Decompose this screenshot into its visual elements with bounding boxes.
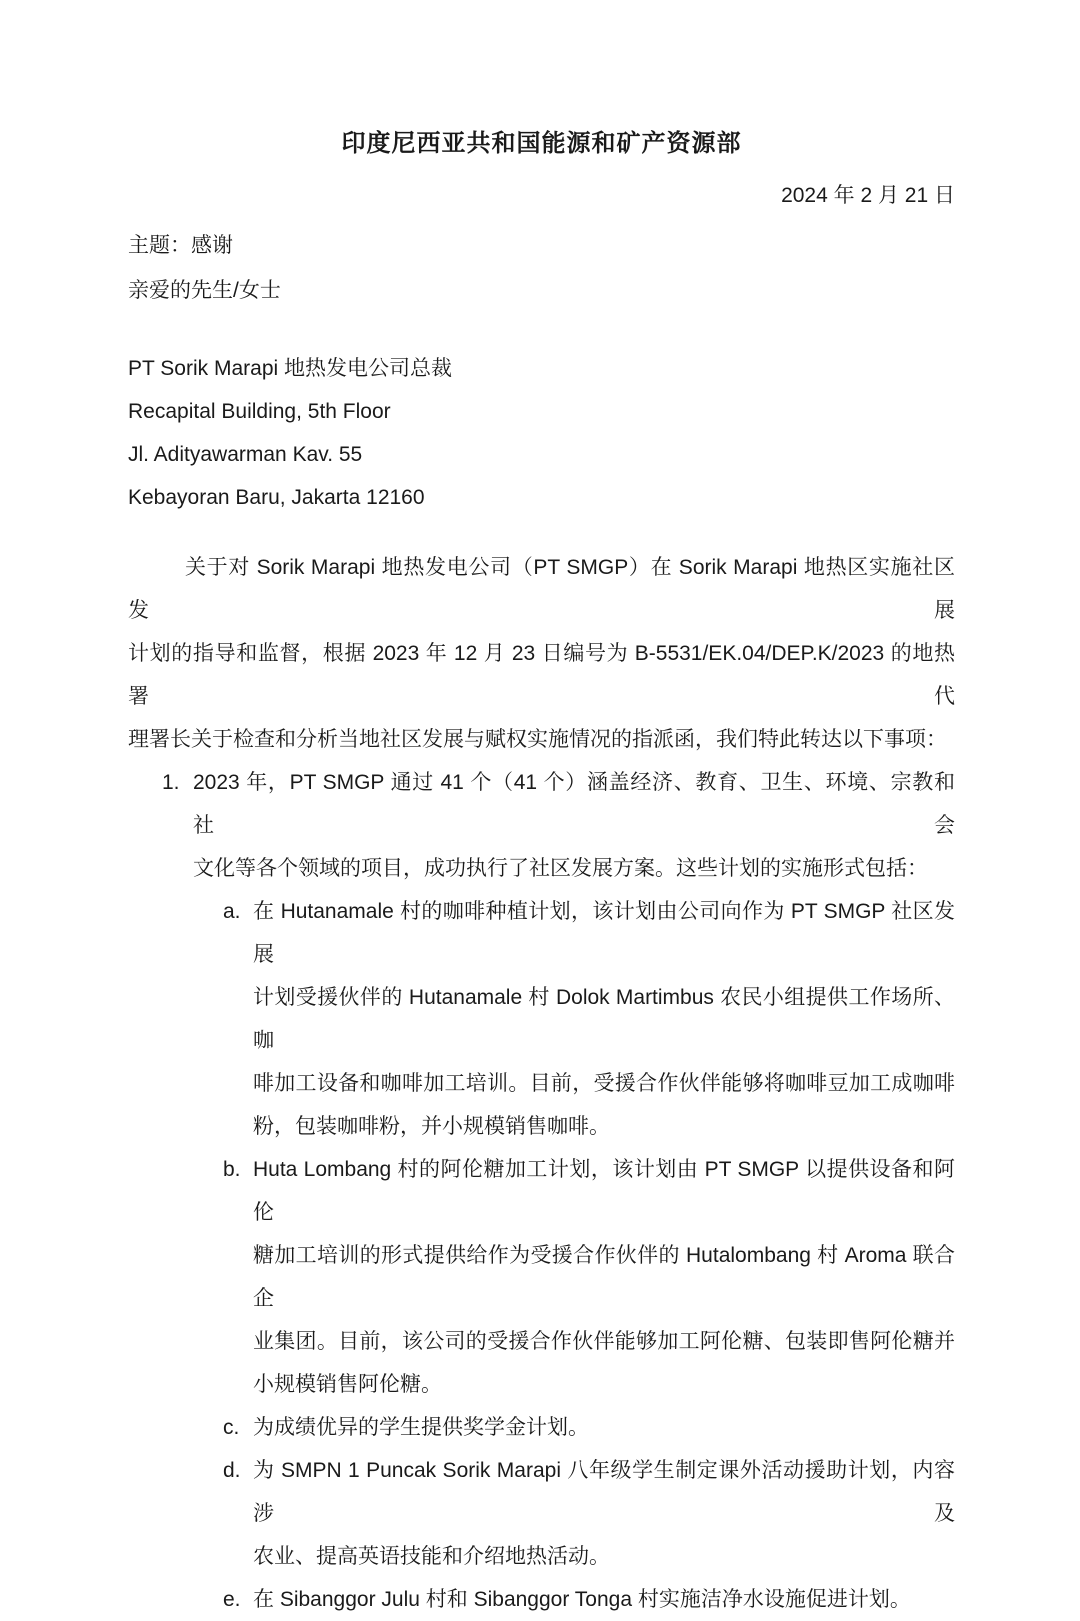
intro-line-1: 关于对 Sorik Marapi 地热发电公司（PT SMGP）在 Sorik Marapi 地热区实施社区发展: [128, 556, 955, 622]
numbered-item-1: [162, 761, 955, 890]
letter-page: [0, 122, 1080, 1611]
sub-item-e-line-1: 在 Sibanggor Julu 村和 Sibanggor Tonga 村实施洁净水设施促进计划。: [253, 1588, 911, 1611]
recipient-line-1: PT Sorik Marapi 地热发电公司总裁: [128, 357, 452, 380]
sub-item-b-line-4: 小规模销售阿伦糖。: [253, 1373, 442, 1396]
sub-item-b-marker: b.: [223, 1158, 241, 1181]
sub-item-a-marker: a.: [223, 900, 241, 923]
sub-item-a-line-1: 在 Hutanamale 村的咖啡种植计划，该计划由公司向作为 PT SMGP 社区发展: [253, 900, 955, 966]
recipient-address: [128, 347, 955, 519]
subject-line: 主题：感谢: [128, 234, 233, 257]
sub-item-a-line-2: 计划受援伙伴的 Hutanamale 村 Dolok Martimbus 农民小组提供工作场所、咖: [253, 986, 955, 1052]
recipient-line-3: Jl. Adityawarman Kav. 55: [128, 443, 363, 466]
sub-item-b-line-3: 业集团。目前，该公司的受援合作伙伴能够加工阿伦糖、包装即售阿伦糖并: [253, 1330, 955, 1353]
sub-item-c: [223, 1406, 955, 1449]
sub-item-c-marker: c.: [223, 1416, 240, 1439]
document-date: 2024 年 2 月 21 日: [781, 184, 955, 207]
recipient-line-2: Recapital Building, 5th Floor: [128, 400, 391, 423]
sub-item-d-line-2: 农业、提高英语技能和介绍地热活动。: [253, 1545, 610, 1568]
sub-item-e: [223, 1578, 955, 1621]
document-title: 印度尼西亚共和国能源和矿产资源部: [341, 130, 742, 157]
intro-line-3: 理署长关于检查和分析当地社区发展与赋权实施情况的指派函，我们特此转达以下事项：: [128, 728, 947, 751]
sub-item-b-line-2: 糖加工培训的形式提供给作为受援合作伙伴的 Hutalombang 村 Aroma 联合企: [253, 1244, 955, 1310]
sub-item-a-line-3: 啡加工设备和咖啡加工培训。目前，受援合作伙伴能够将咖啡豆加工成咖啡: [253, 1072, 955, 1095]
sub-item-a-line-4: 粉，包装咖啡粉，并小规模销售咖啡。: [253, 1115, 610, 1138]
sub-item-c-line-1: 为成绩优异的学生提供奖学金计划。: [253, 1416, 589, 1439]
recipient-line-4: Kebayoran Baru, Jakarta 12160: [128, 486, 425, 509]
intro-paragraph: [128, 546, 955, 761]
sub-item-b: [223, 1148, 955, 1406]
numbered-item-1-line-2: 文化等各个领域的项目，成功执行了社区发展方案。这些计划的实施形式包括：: [193, 857, 928, 880]
sub-item-d: [223, 1449, 955, 1578]
numbered-item-1-marker: 1.: [162, 771, 180, 794]
sub-item-d-marker: d.: [223, 1459, 241, 1482]
sub-item-a: [223, 890, 955, 1148]
sub-item-e-marker: e.: [223, 1588, 241, 1611]
salutation-line: 亲爱的先生/女士: [128, 279, 281, 302]
intro-line-2: 计划的指导和监督，根据 2023 年 12 月 23 日编号为 B-5531/EK.04/DEP.K/2023 的地热署代: [128, 642, 955, 708]
sub-item-b-line-1: Huta Lombang 村的阿伦糖加工计划，该计划由 PT SMGP 以提供设备和阿伦: [253, 1158, 955, 1224]
numbered-item-1-line-1: 2023 年，PT SMGP 通过 41 个（41 个）涵盖经济、教育、卫生、环境、宗教和社会: [193, 771, 955, 837]
sub-item-d-line-1: 为 SMPN 1 Puncak Sorik Marapi 八年级学生制定课外活动援助计划，内容涉及: [253, 1459, 955, 1525]
